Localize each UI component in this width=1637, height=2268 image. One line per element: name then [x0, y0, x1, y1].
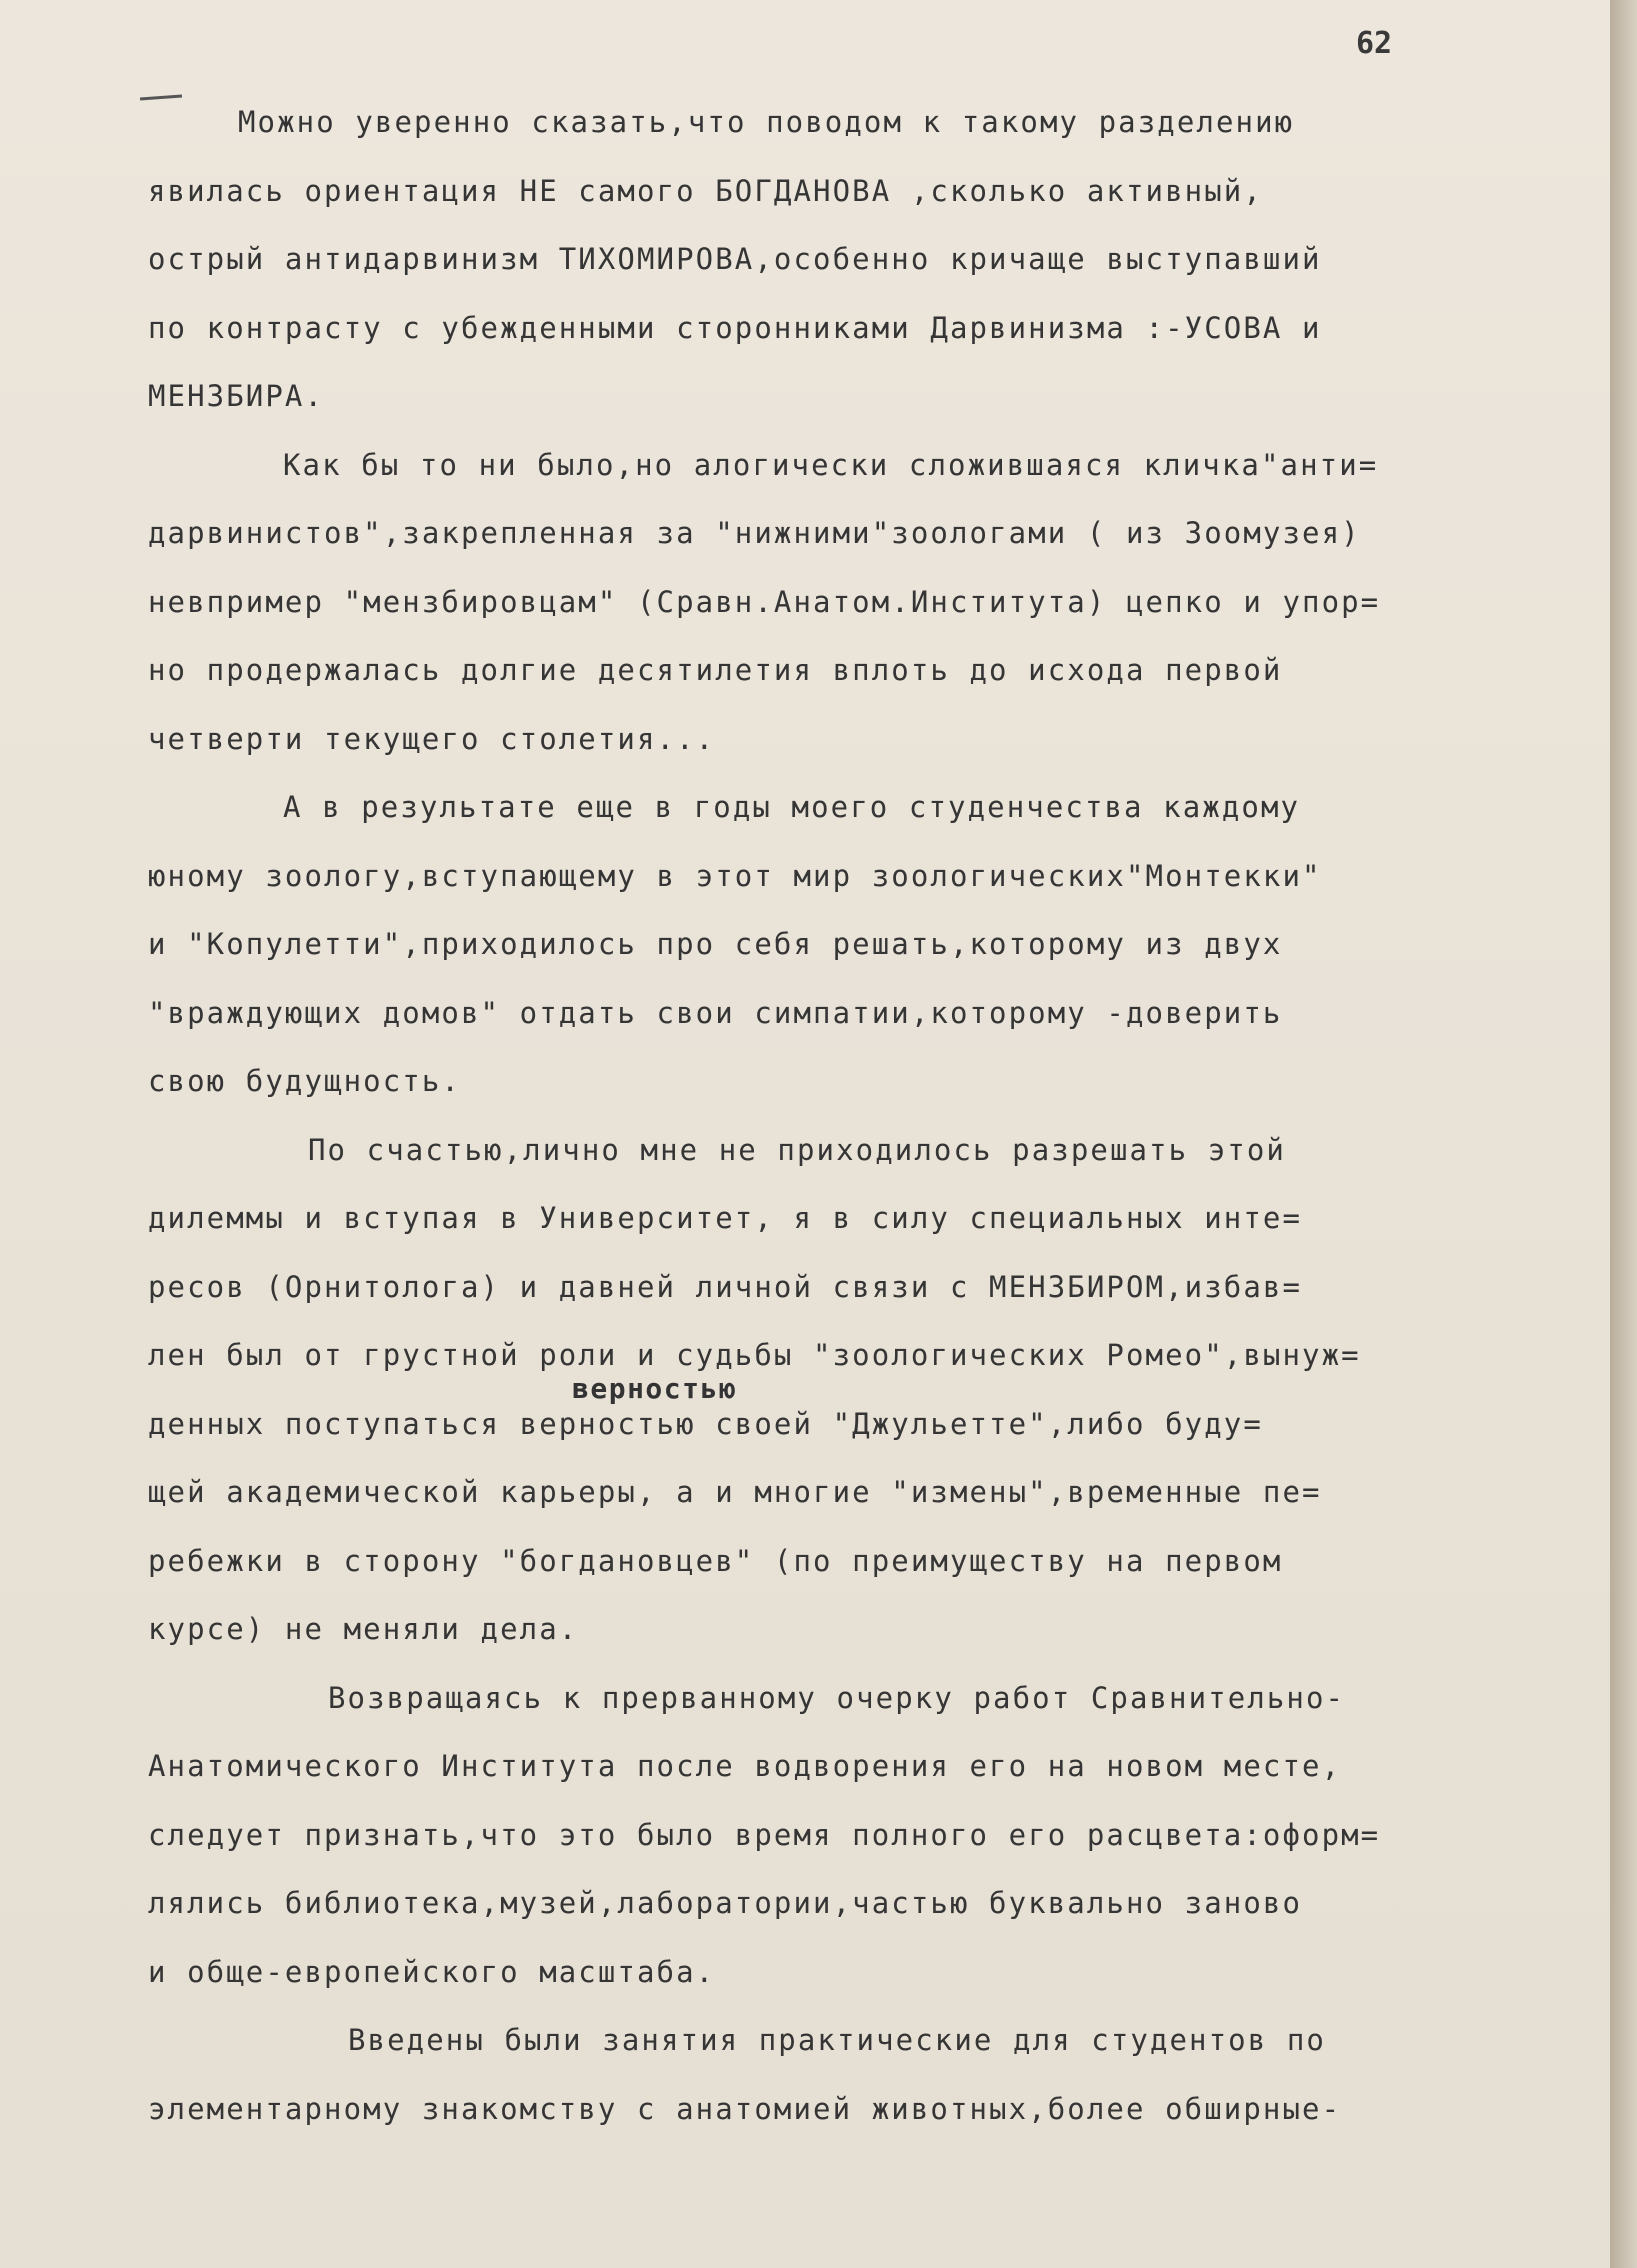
- text-line: лен был от грустной роли и судьбы "зоологических Ромео",вынуж=: [148, 1338, 1361, 1372]
- text-line: и обще-европейского масштаба.: [148, 1954, 716, 1989]
- text-line: явилась ориентация НЕ самого БОГДАНОВА ,сколько активный,: [148, 173, 1263, 208]
- text-line: А в результате еще в годы моего студенчества каждому: [283, 790, 1301, 824]
- text-line: курсе) не меняли дела.: [148, 1612, 579, 1646]
- text-line: "враждующих домов" отдать свои симпатии,которому -доверить: [148, 995, 1283, 1030]
- text-line: дарвинистов",закрепленная за "нижними"зоологами ( из Зоомузея): [148, 516, 1361, 550]
- text-line: острый антидарвинизм ТИХОМИРОВА,особенно кричаще выступавший: [148, 242, 1322, 276]
- text-line: следует признать,что это было время полного его расцвета:оформ=: [148, 1817, 1381, 1852]
- text-line: Анатомического Института после водворения его на новом месте,: [148, 1749, 1342, 1783]
- text-line: свою будущность.: [148, 1064, 461, 1098]
- text-line: но продержалась долгие десятилетия вплоть до исхода первой: [148, 653, 1283, 687]
- text-line: щей академической карьеры, а и многие "измены",временные пе=: [148, 1475, 1322, 1509]
- text-line: Можно уверенно сказать,что поводом к такому разделению: [238, 105, 1295, 139]
- text-line: Возвращаясь к прерванному очерку работ Сравнительно-: [328, 1680, 1346, 1715]
- text-line: денных поступаться верностью своей "Джульетте",либо буду=: [148, 1406, 1263, 1441]
- text-line: Как бы то ни было,но алогически сложившаяся кличка"анти=: [283, 447, 1379, 482]
- text-line: Введены были занятия практические для студентов по: [348, 2023, 1326, 2057]
- text-line: по контрасту с убежденными сторонниками Дарвинизма :-УСОВА и: [148, 310, 1322, 345]
- text-line: ресов (Орнитолога) и давней личной связи с МЕНЗБИРОМ,избав=: [148, 1269, 1303, 1304]
- text-line: невпример "мензбировцам" (Сравн.Анатом.Института) цепко и упор=: [148, 584, 1381, 619]
- text-line: и "Копулетти",приходилось про себя решать,которому из двух: [148, 927, 1283, 961]
- text-line: По счастью,лично мне не приходилось разрешать этой: [308, 1132, 1286, 1167]
- text-line: ребежки в сторону "богдановцев" (по преимуществу на первом: [148, 1543, 1283, 1578]
- text-line: юному зоологу,вступающему в этот мир зоологических"Монтекки": [148, 858, 1322, 893]
- text-line: элементарному знакомству с анатомией животных,более обширные-: [148, 2091, 1342, 2126]
- text-line: МЕНЗБИРА.: [148, 379, 325, 413]
- body-text: [148, 88, 1468, 2143]
- page-number: 62: [1356, 26, 1393, 61]
- text-line: дилеммы и вступая в Университет, я в силу специальных инте=: [148, 1201, 1303, 1235]
- text-line: лялись библиотека,музей,лаборатории,частью буквально заново: [148, 1886, 1303, 1920]
- page-edge: [1610, 0, 1637, 2268]
- text-line: четверти текущего столетия...: [148, 721, 716, 756]
- interlinear-insert: верностью: [572, 1372, 738, 1405]
